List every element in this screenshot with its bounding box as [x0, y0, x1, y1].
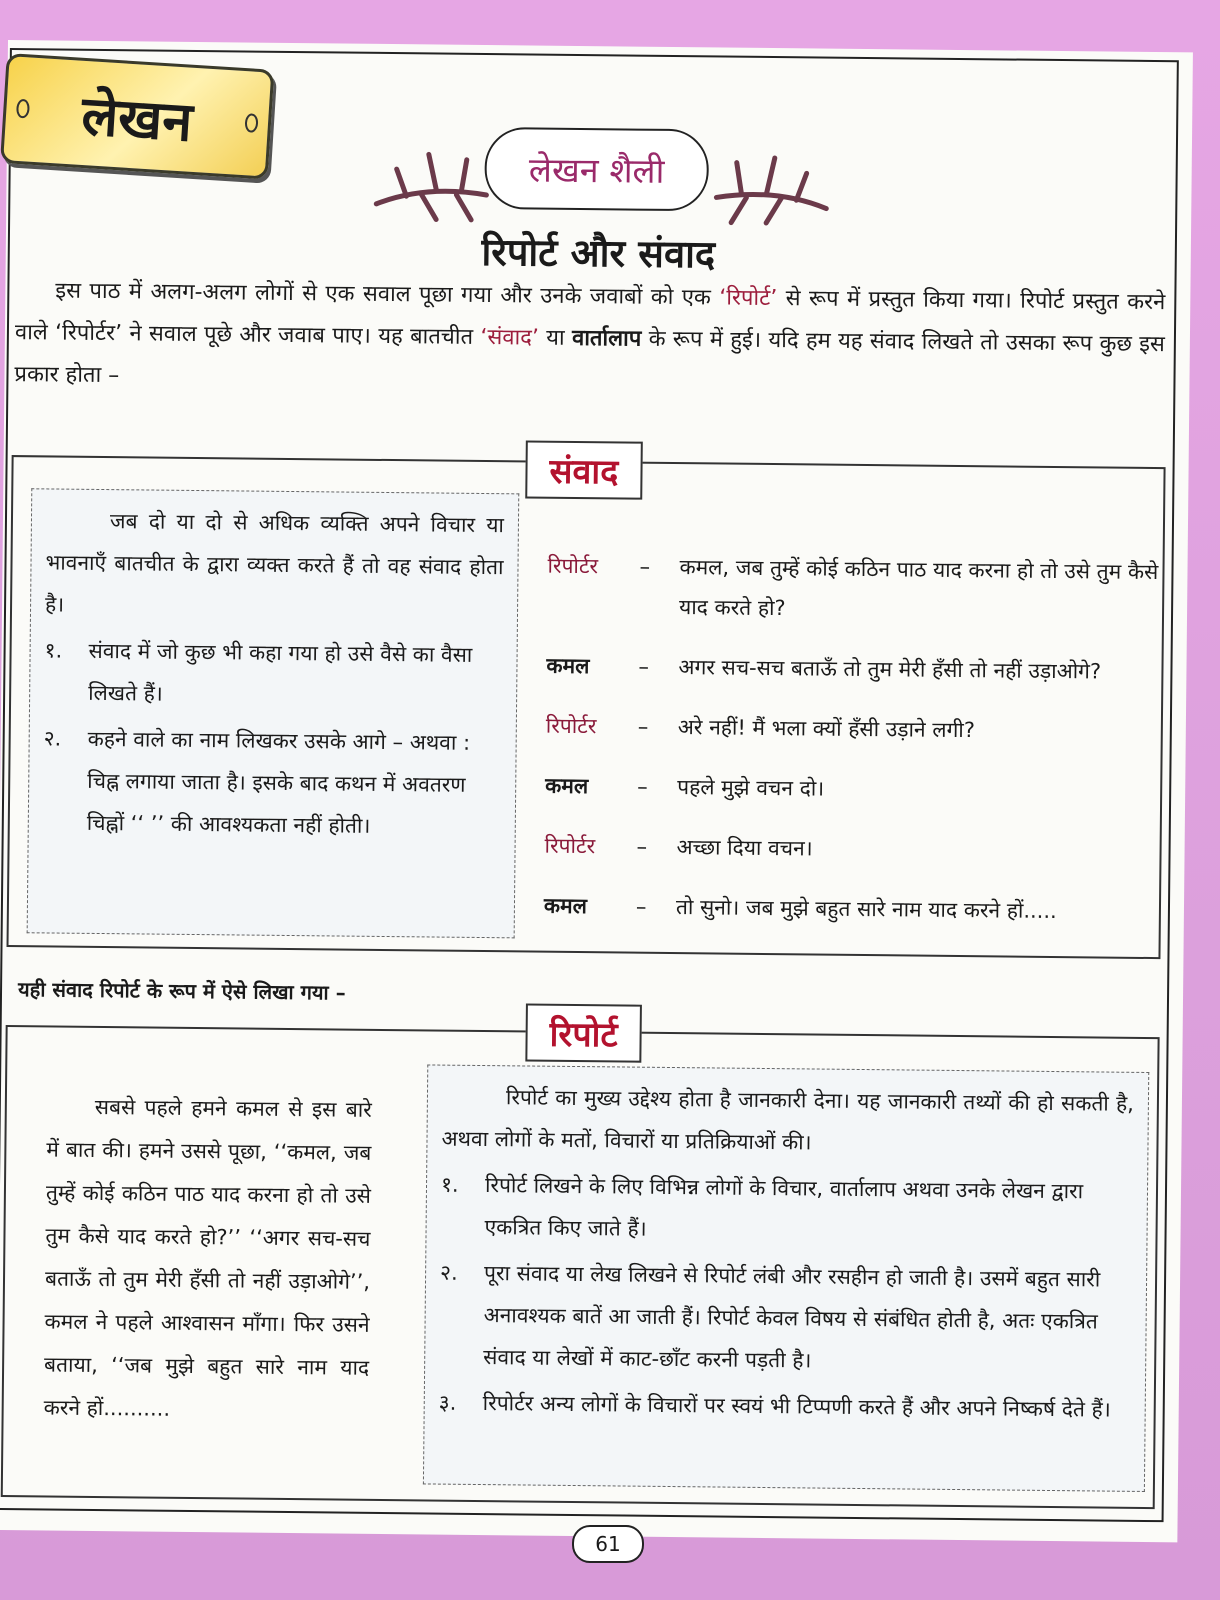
list-text: संवाद में जो कुछ भी कहा गया हो उसे वैसे का वैसा लिखते हैं। — [88, 638, 473, 706]
transition-text: यही संवाद रिपोर्ट के रूप में ऐसे लिखा गया – — [17, 977, 346, 1005]
list-item — [439, 1382, 1131, 1431]
dialogue-line — [546, 706, 1161, 752]
utterance: पहले मुझे वचन दो। — [677, 775, 825, 801]
speaker: कमल — [546, 653, 590, 679]
dash: – — [637, 714, 649, 739]
speaker: रिपोर्टर — [545, 713, 597, 739]
utterance: अगर सच-सच बताऊँ तो तुम मेरी हँसी तो नहीं उड़ाओगे? — [678, 655, 1102, 684]
samvad-note-intro: जब दो या दो से अधिक व्यक्ति अपने विचार या भावनाएँ बातचीत के द्वारा व्यक्त करते हैं तो वह संवाद होता है। — [44, 509, 505, 617]
utterance: तो सुनो। जब मुझे बहुत सारे नाम याद करने हों..... — [675, 895, 1057, 924]
dash: – — [637, 774, 648, 799]
intro-samvad-word: ‘संवाद’ — [480, 324, 540, 351]
list-number: २. — [43, 726, 62, 751]
list-item — [439, 1252, 1132, 1385]
page-title: रिपोर्ट और संवाद — [481, 229, 716, 277]
dialogue-line — [547, 546, 1163, 632]
samvad-label: संवाद — [525, 440, 642, 499]
list-item — [44, 629, 503, 718]
plaque-rivet-icon — [244, 113, 258, 133]
list-item — [43, 717, 502, 848]
dialogue-line — [545, 766, 1160, 812]
list-number: २. — [439, 1260, 458, 1285]
intro-report-word: ‘रिपोर्ट’ — [719, 285, 778, 312]
report-body: सबसे पहले हमने कमल से इस बारे में बात की। हमने उससे पूछा, ‘‘कमल, जब तुम्हें कोई कठिन पाठ याद करना हो तो उसे तुम कैसे याद करते हो?’’ ‘‘अगर सच-सच बताऊँ तो तुम मेरी हँसी तो नहीं उड़ाओगे’’, कमल ने पहले आश्वासन माँगा। फिर उसने बताया, ‘‘जब मुझे बहुत सारे नाम याद करने हों.......... — [43, 1094, 372, 1421]
dialogue-line — [544, 886, 1159, 932]
samvad-rules-note — [27, 488, 520, 938]
textbook-page — [0, 40, 1193, 1542]
intro-text: के रूप में हुई। यदि हम यह संवाद लिखते तो उसका रूप कुछ इस प्रकार होता – — [14, 326, 1166, 389]
dash: – — [635, 894, 647, 919]
dialogue-line — [544, 826, 1159, 872]
dialogue-line — [546, 646, 1161, 692]
chapter-plaque — [0, 53, 274, 180]
plaque-title: लेखन — [79, 83, 195, 154]
speaker: रिपोर्टर — [547, 553, 599, 579]
utterance: अरे नहीं! मैं भला क्यों हँसी उड़ाने लगी? — [677, 715, 976, 743]
speaker: रिपोर्टर — [544, 833, 596, 859]
utterance: कमल, जब तुम्हें कोई कठिन पाठ याद करना हो तो उसे तुम कैसे याद करते हो? — [678, 555, 1159, 621]
intro-text: या — [538, 325, 573, 351]
list-item — [440, 1164, 1133, 1255]
report-label: रिपोर्ट — [525, 1003, 642, 1062]
speaker: कमल — [543, 893, 588, 919]
report-rules-note — [423, 1064, 1149, 1492]
intro-paragraph — [14, 270, 1165, 408]
list-number: १. — [440, 1172, 459, 1197]
dash: – — [636, 834, 648, 859]
speaker: कमल — [545, 773, 589, 799]
list-text: रिपोर्टर अन्य लोगों के विचारों पर स्वयं भी टिप्पणी करते हैं और अपने निष्कर्ष देते हैं। — [482, 1391, 1111, 1422]
list-number: ३. — [438, 1390, 457, 1415]
section-badge: लेखन शैली — [484, 127, 709, 211]
utterance: अच्छा दिया वचन। — [676, 835, 813, 861]
report-note-intro: रिपोर्ट का मुख्य उद्देश्य होता है जानकारी देना। यह जानकारी तथ्यों की हो सकती है, अथवा लोगों के मतों, विचारों या प्रतिक्रियाओं की। — [441, 1085, 1135, 1155]
plaque-rivet-icon — [16, 99, 30, 119]
intro-vartalap-word: वार्तालाप — [571, 325, 642, 352]
list-text: कहने वाले का नाम लिखकर उसके आगे – अथवा : चिह्न लगाया जाता है। इसके बाद कथन में अवतरण चिह्नों ‘‘ ’’ की आवश्यकता नहीं होती। — [86, 726, 471, 838]
page-number: 61 — [572, 1525, 644, 1563]
list-number: १. — [44, 638, 63, 663]
dialogue — [544, 546, 1163, 952]
dash: – — [639, 554, 651, 579]
list-text: पूरा संवाद या लेख लिखने से रिपोर्ट लंबी और रसहीन हो जाती है। उसमें बहुत सारी अनावश्यक बातें आ जाती हैं। रिपोर्ट केवल विषय से संबंधित होती है, अतः एकत्रित संवाद या लेखों में काट-छाँट करनी पड़ती है। — [483, 1261, 1101, 1373]
intro-text: इस पाठ में अलग-अलग लोगों से एक सवाल पूछा गया और उनके जवाबों को एक — [55, 278, 720, 311]
list-text: रिपोर्ट लिखने के लिए विभिन्न लोगों के विचार, वार्तालाप अथवा उनके लेखन द्वारा एकत्रित किए जाते हैं। — [484, 1173, 1084, 1241]
dash: – — [638, 654, 650, 679]
intro-text: से रूप में प्रस्तुत किया गया। रिपोर्ट प्रस्तुत करने वाले ‘रिपोर्टर’ ने सवाल पूछे और जवाब पाए। यह बातचीत — [14, 286, 1166, 350]
